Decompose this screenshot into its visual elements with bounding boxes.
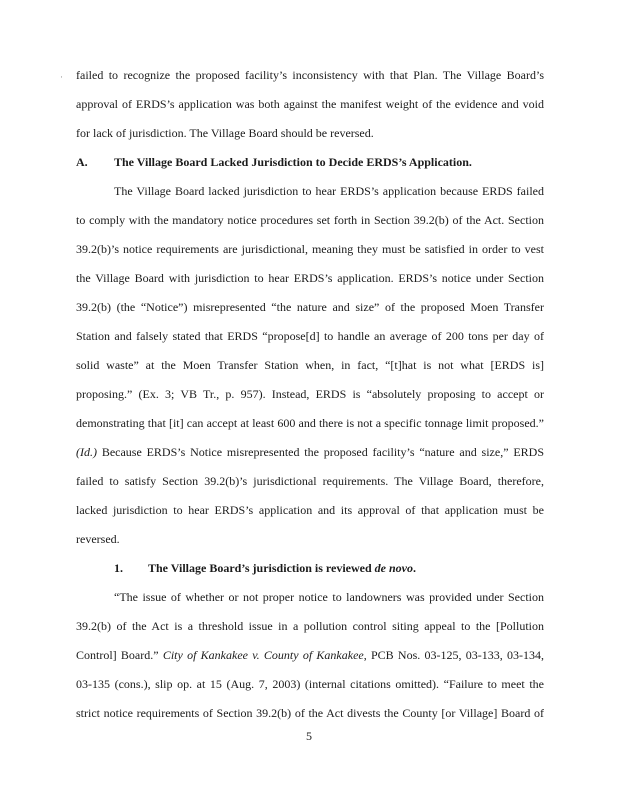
body-line: demonstrating that [it] can accept at least 600 and there is not a specific tonnage limit proposed.” — [76, 416, 544, 430]
section-a-heading: The Village Board Lacked Jurisdiction to Decide ERDS’s Application. — [114, 155, 472, 169]
section-a-label: A. — [76, 155, 88, 169]
body-line — [76, 648, 544, 662]
body-text: Because ERDS’s Notice misrepresented the proposed facility’s “nature and size,” ERDS — [101, 445, 545, 459]
body-line: for lack of jurisdiction. The Village Board should be reversed. — [76, 126, 374, 140]
case-citation: City of Kankakee v. County of Kankakee — [162, 648, 364, 662]
section-1-heading — [148, 561, 416, 575]
body-text: , PCB Nos. 03-125, 03-133, 03-134, — [363, 648, 544, 662]
body-line: 03-135 (cons.), slip op. at 15 (Aug. 7, 2003) (internal citations omitted). “Failure to meet the — [76, 677, 544, 691]
body-line: The Village Board lacked jurisdiction to hear ERDS’s application because ERDS failed — [114, 184, 544, 198]
citation-id: (Id.) — [76, 445, 97, 459]
page-number: 5 — [306, 729, 312, 743]
body-line — [76, 445, 544, 459]
body-line: 39.2(b)’s notice requirements are jurisdictional, meaning they must be satisfied in order to vest — [76, 242, 544, 256]
body-line: “The issue of whether or not proper notice to landowners was provided under Section — [114, 590, 544, 604]
body-line: 39.2(b) of the Act is a threshold issue in a pollution control siting appeal to the [Pollution — [76, 619, 544, 633]
body-line: failed to satisfy Section 39.2(b)’s jurisdictional requirements. The Village Board, therefore, — [76, 474, 544, 488]
body-line: the Village Board with jurisdiction to hear ERDS’s application. ERDS’s notice under Section — [76, 271, 544, 285]
body-line: reversed. — [76, 532, 120, 546]
body-line: 39.2(b) (the “Notice”) misrepresented “the nature and size” of the proposed Moen Transfer — [76, 300, 544, 314]
heading-emphasis: de novo — [374, 561, 413, 575]
margin-mark: · — [60, 72, 63, 82]
heading-text: The Village Board’s jurisdiction is reviewed — [148, 561, 375, 575]
body-line: proposing.” (Ex. 3; VB Tr., p. 957). Instead, ERDS is “absolutely proposing to accept or — [76, 387, 544, 401]
section-1-label: 1. — [114, 561, 123, 575]
body-line: solid waste” at the Moen Transfer Station when, in fact, “[t]hat is not what [ERDS is] — [76, 358, 544, 372]
body-line: lacked jurisdiction to hear ERDS’s application and its approval of that application must be — [76, 503, 544, 517]
body-line: to comply with the mandatory notice procedures set forth in Section 39.2(b) of the Act. Section — [76, 213, 544, 227]
body-line: approval of ERDS’s application was both against the manifest weight of the evidence and void — [76, 97, 544, 111]
body-line: Station and falsely stated that ERDS “propose[d] to handle an average of 200 tons per day of — [76, 329, 544, 343]
body-line: failed to recognize the proposed facility’s inconsistency with that Plan. The Village Board’s — [76, 68, 544, 82]
body-text: Control] Board.” — [76, 648, 163, 662]
heading-period: . — [413, 561, 416, 575]
body-line: strict notice requirements of Section 39.2(b) of the Act divests the County [or Village] Board of — [76, 706, 544, 720]
